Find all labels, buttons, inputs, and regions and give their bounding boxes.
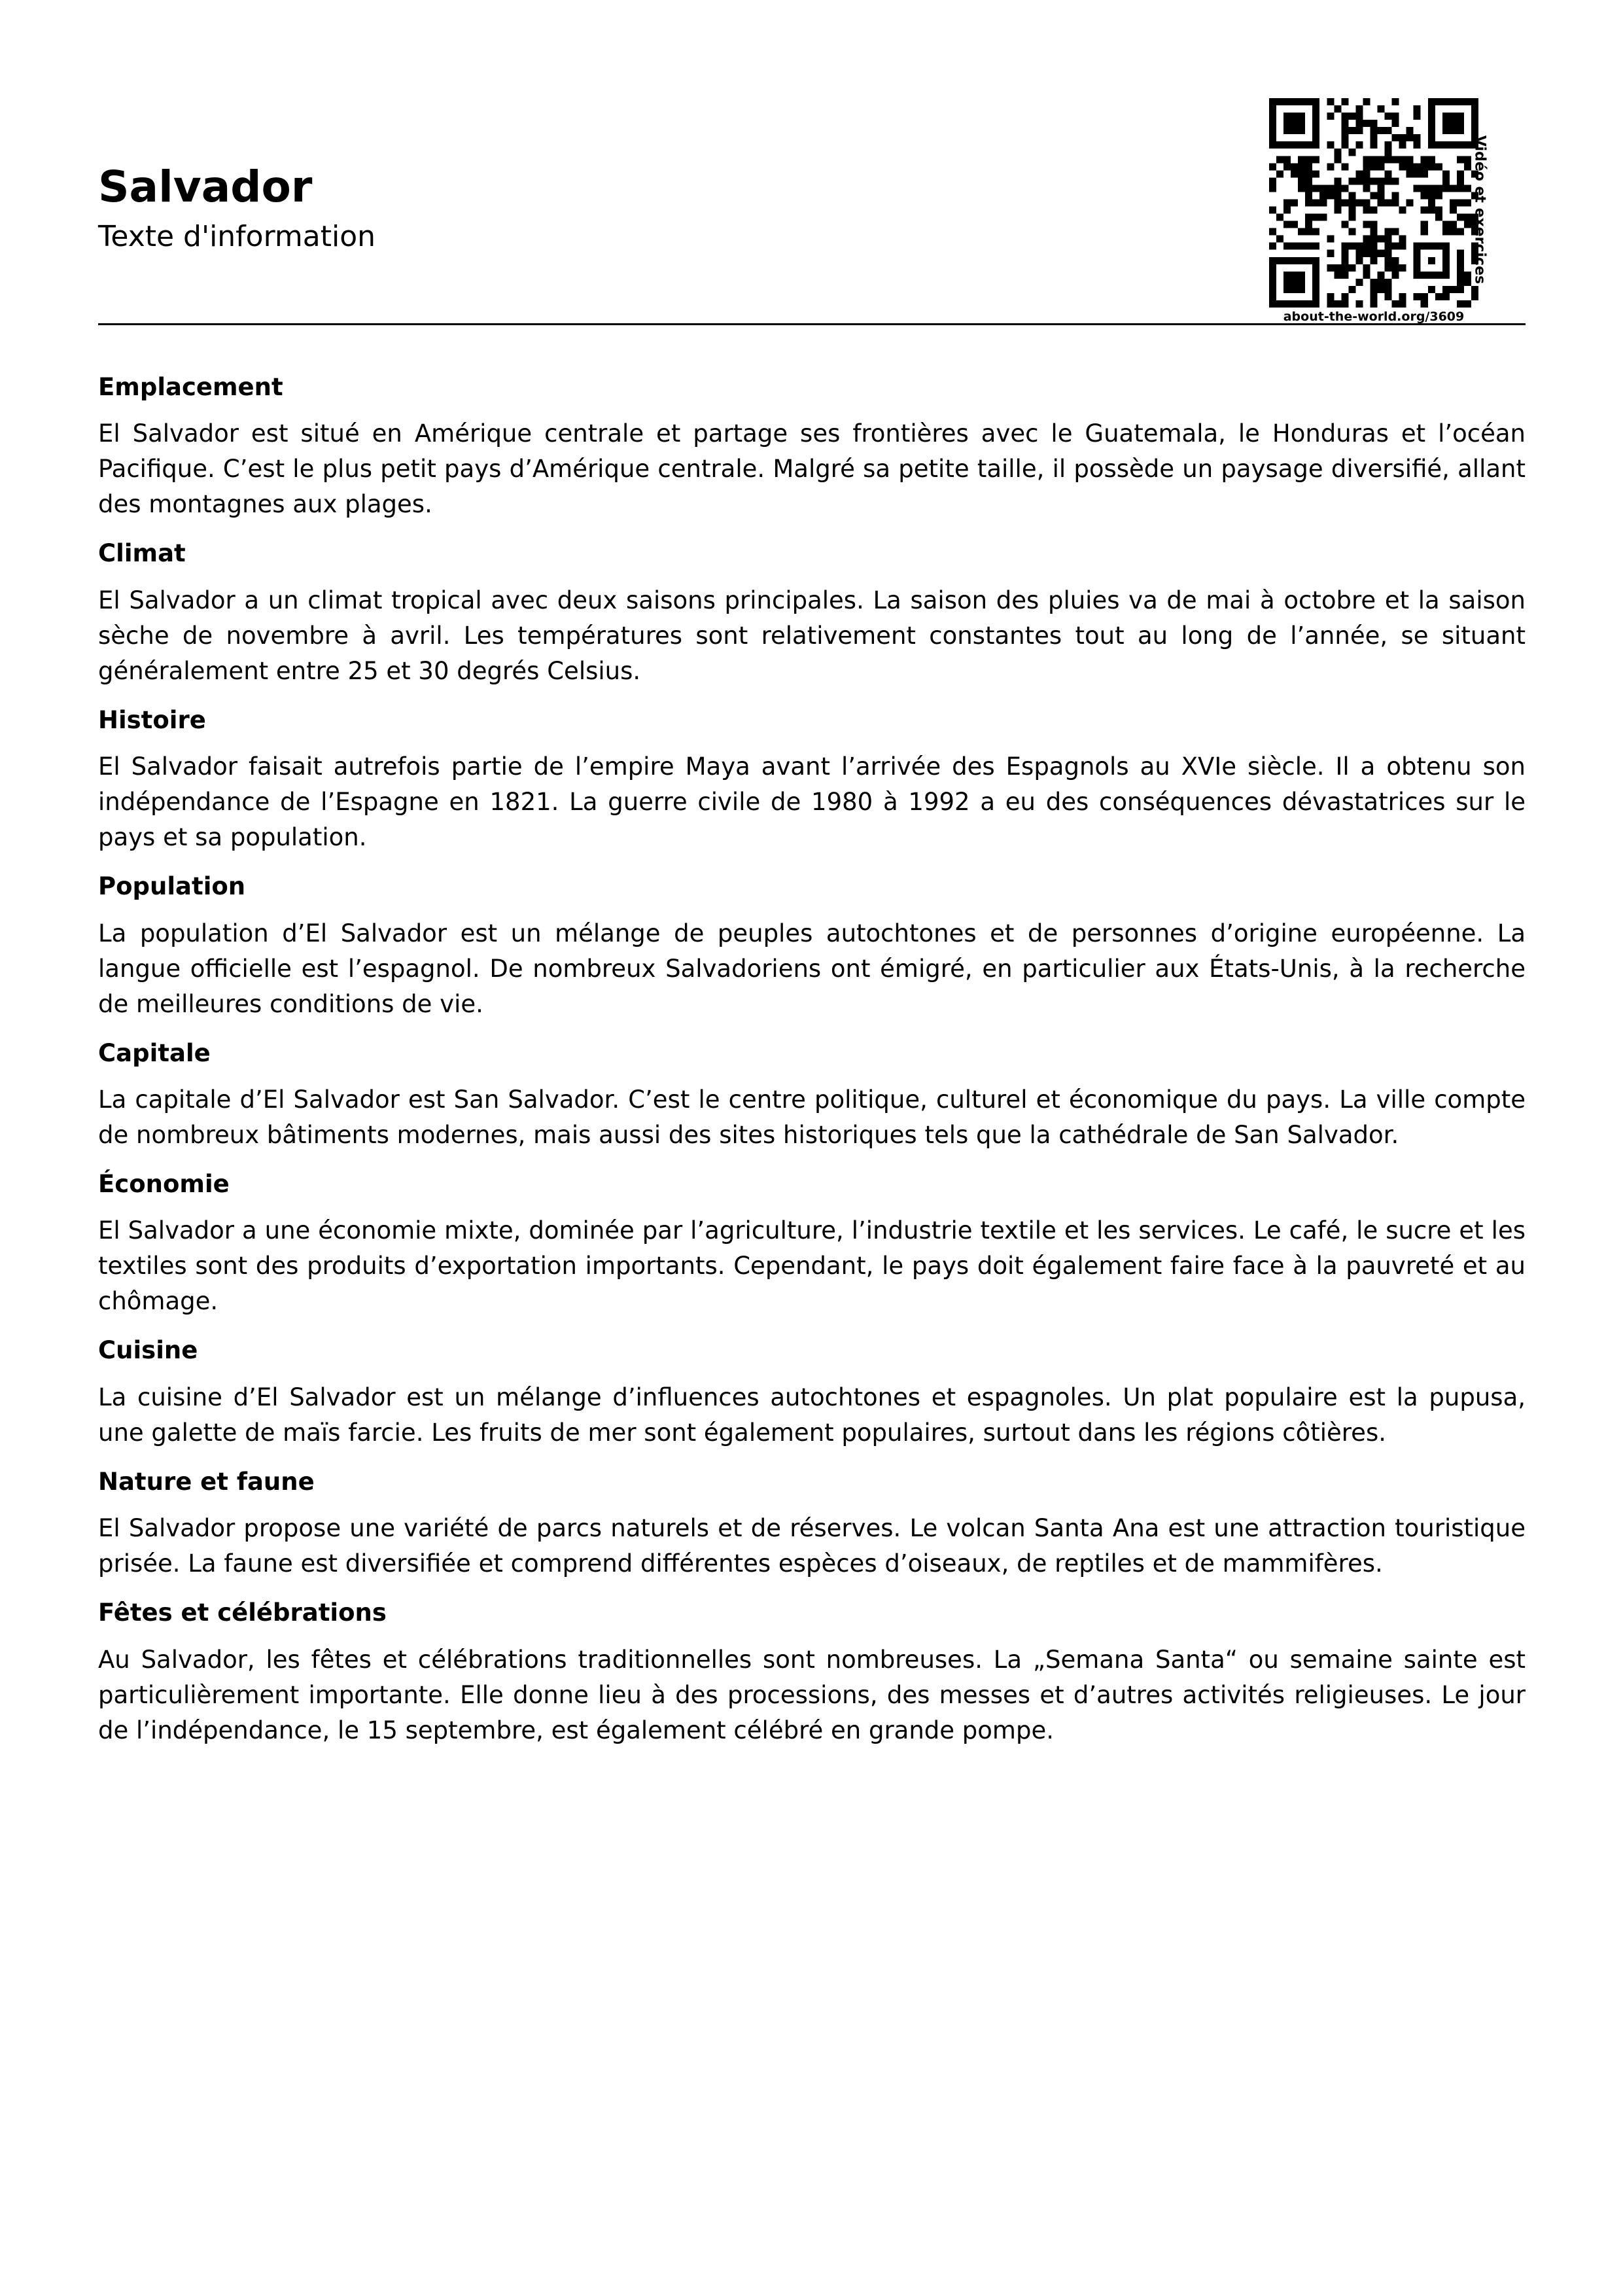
section-heading: Population xyxy=(98,872,246,901)
section-cuisine xyxy=(98,1336,1526,1450)
section-text: La population d’El Salvador est un mélange de peuples autochtones et de personnes d’origine européenne. La langue officielle est l’espagnol. De nombreux Salvadoriens ont émigré, en particulier aux États-Unis, à la recherche de meilleures conditions de vie. xyxy=(98,919,1526,1018)
section-text: El Salvador est situé en Amérique centrale et partage ses frontières avec le Guatemala, le Honduras et l’océan Pacifique. C’est le plus petit pays d’Amérique centrale. Malgré sa petite taille, il possède un paysage diversifié, allant des montagnes aux plages. xyxy=(98,419,1526,519)
section-histoire xyxy=(98,706,1526,855)
section-heading: Nature et faune xyxy=(98,1467,315,1496)
section-nature-et-faune xyxy=(98,1468,1526,1581)
section-text: Au Salvador, les fêtes et célébrations traditionnelles sont nombreuses. La „Semana Santa“ ou semaine sainte est particulièrement importante. Elle donne lieu à des processions, des messes et d’autres activités religieuses. Le jour de l’indépendance, le 15 septembre, est également célébré en grande pompe. xyxy=(98,1645,1526,1744)
section-population xyxy=(98,872,1526,1021)
section-heading: Capitale xyxy=(98,1038,211,1067)
section-text: La cuisine d’El Salvador est un mélange d’influences autochtones et espagnoles. Un plat populaire est la pupusa, une galette de maïs farcie. Les fruits de mer sont également populaires, surtout dans les régions côtières. xyxy=(98,1383,1526,1447)
section-text: El Salvador faisait autrefois partie de l’empire Maya avant l’arrivée des Espagnols au XVIe siècle. Il a obtenu son indépendance de l’Espagne en 1821. La guerre civile de 1980 à 1992 a eu des conséquences dévastatrices sur le pays et sa population. xyxy=(98,752,1526,852)
section-text: El Salvador propose une variété de parcs naturels et de réserves. Le volcan Santa Ana est une attraction touristique prisée. La faune est diversifiée et comprend différentes espèces d’oiseaux, de reptiles et de mammifères. xyxy=(98,1514,1526,1578)
section-emplacement xyxy=(98,373,1526,522)
header-divider xyxy=(98,323,1526,325)
section-heading: Fêtes et célébrations xyxy=(98,1598,387,1627)
section-heading: Cuisine xyxy=(98,1336,198,1365)
section-text: El Salvador a un climat tropical avec deux saisons principales. La saison des pluies va de mai à octobre et la saison sèche de novembre à avril. Les températures sont relativement constantes tout au long de l’année, se situant généralement entre 25 et 30 degrés Celsius. xyxy=(98,586,1526,685)
video-exercises-label: Vidéo et exercices xyxy=(1471,135,1488,285)
page-subtitle: Texte d'information xyxy=(98,220,376,253)
document-body xyxy=(98,373,1526,1765)
page-title: Salvador xyxy=(98,162,313,212)
section-heading: Emplacement xyxy=(98,373,283,401)
section-heading: Climat xyxy=(98,539,186,568)
section-economie xyxy=(98,1170,1526,1319)
section-text: El Salvador a une économie mixte, dominée par l’agriculture, l’industrie textile et les services. Le café, le sucre et les textiles sont des produits d’exportation importants. Cependant, le pays doit également faire face à la pauvreté et au chômage. xyxy=(98,1216,1526,1316)
section-capitale xyxy=(98,1039,1526,1153)
section-heading: Histoire xyxy=(98,705,206,734)
qr-code-icon[interactable] xyxy=(1269,98,1478,308)
document-header xyxy=(98,92,1526,327)
section-fetes-et-celebrations xyxy=(98,1598,1526,1748)
qr-block xyxy=(1269,98,1505,327)
section-heading: Économie xyxy=(98,1169,230,1198)
qr-url[interactable]: about-the-world.org/3609 xyxy=(1283,309,1465,324)
section-climat xyxy=(98,539,1526,688)
section-text: La capitale d’El Salvador est San Salvador. C’est le centre politique, culturel et économique du pays. La ville compte de nombreux bâtiments modernes, mais aussi des sites historiques tels que la cathédrale de San Salvador. xyxy=(98,1085,1526,1149)
